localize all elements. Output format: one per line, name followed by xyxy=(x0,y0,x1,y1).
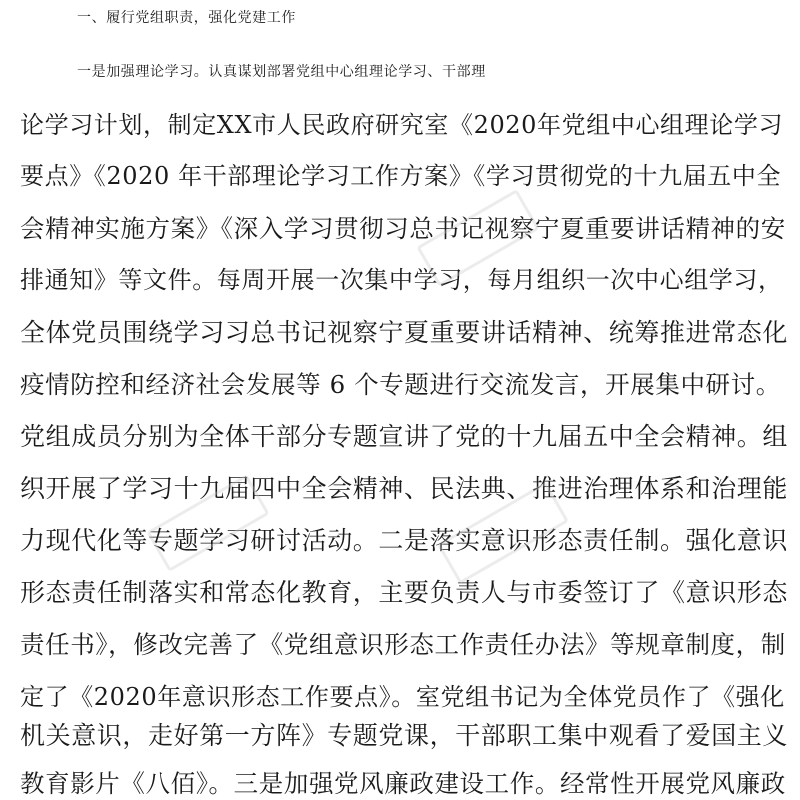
paragraph-line: 责任书》，修改完善了《党组意识形态工作责任办法》等规章制度，制 xyxy=(20,630,786,659)
paragraph-line: 疫情防控和经济社会发展等 6 个专题进行交流发言，开展集中研讨。 xyxy=(20,370,781,399)
paragraph-line: 要点》《2020 年干部理论学习工作方案》《学习贯彻党的十九届五中全 xyxy=(20,162,782,190)
paragraph-line: 全体党员围绕学习习总书记视察宁夏重要讲话精神、统筹推进常态化 xyxy=(20,318,789,347)
paragraph-line: 定了《2020年意识形态工作要点》。室党组书记为全体党员作了《强化 xyxy=(20,683,785,711)
section-heading: 一、履行党组职责，强化党建工作 xyxy=(77,10,296,26)
paragraph-line: 机关意识，走好第一方阵》专题党课，干部职工集中观看了爱国主义 xyxy=(20,721,789,750)
paragraph-line: 教育影片《八佰》。三是加强党风廉政建设工作。经常性开展党风廉政 xyxy=(20,769,786,798)
paragraph-line: 织开展了学习十九届四中全会精神、民法典、推进治理体系和治理能 xyxy=(20,474,789,503)
paragraph-line: 一是加强理论学习。认真谋划部署党组中心组理论学习、干部理 xyxy=(77,64,486,80)
paragraph-line: 党组成员分别为全体干部分专题宣讲了党的十九届五中全会精神。组 xyxy=(20,422,789,451)
paragraph-line: 会精神实施方案》《深入学习贯彻习总书记视察宁夏重要讲话精神的安 xyxy=(20,214,786,243)
paragraph-line: 论学习计划，制定XX市人民政府研究室《2020年党组中心组理论学习 xyxy=(20,111,784,139)
paragraph-line: 形态责任制落实和常态化教育，主要负责人与市委签订了《意识形态 xyxy=(20,578,789,607)
paragraph-line: 力现代化等专题学习研讨活动。二是落实意识形态责任制。强化意识 xyxy=(20,526,789,555)
paragraph-line: 排通知》等文件。每周开展一次集中学习，每月组织一次中心组学习， xyxy=(20,266,783,294)
